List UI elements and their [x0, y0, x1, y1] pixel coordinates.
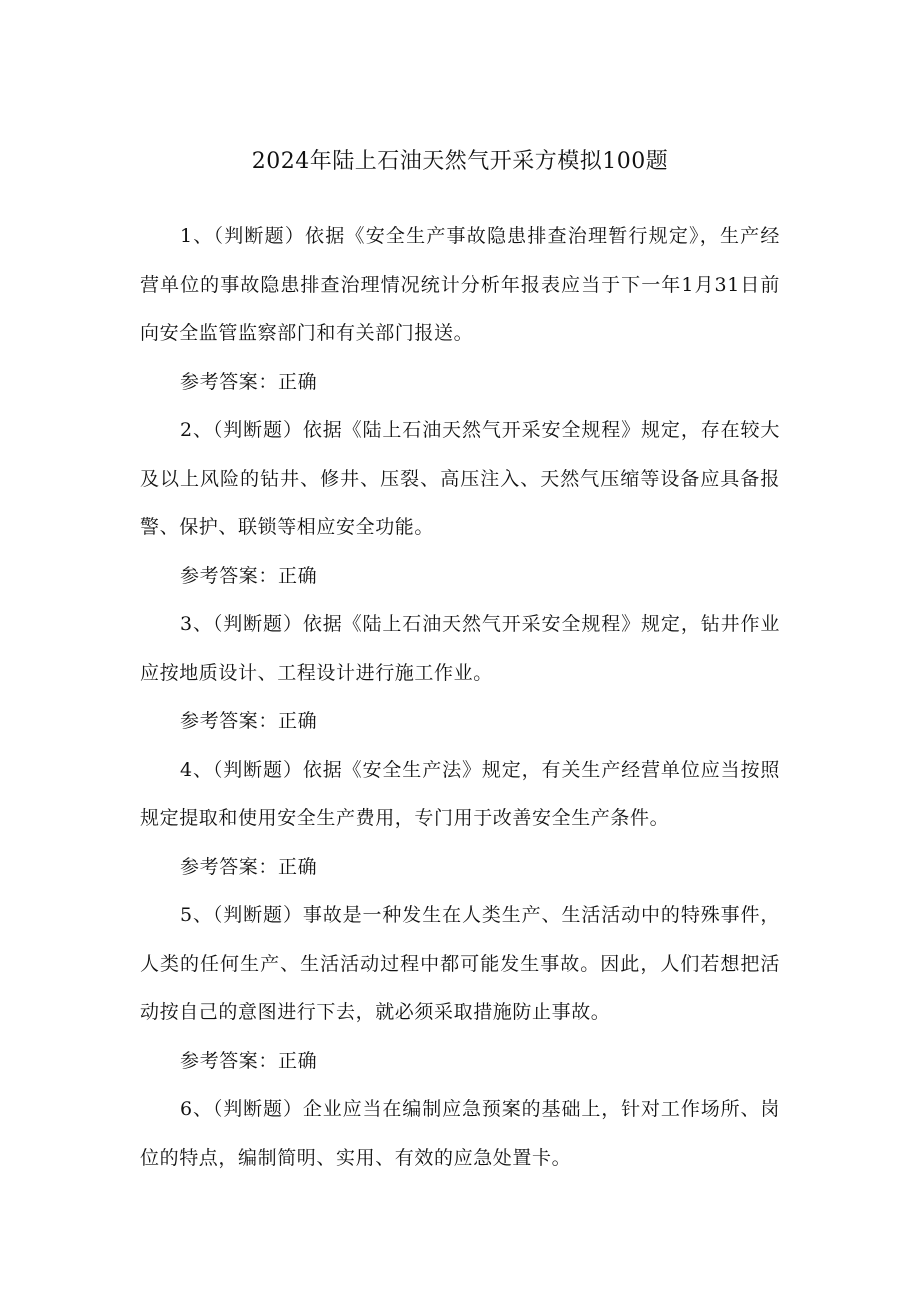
answer-5: 参考答案：正确	[180, 1049, 318, 1072]
question-list	[140, 212, 780, 1182]
answer-2: 参考答案：正确	[180, 564, 318, 587]
question-6: 6、（判断题）企业应当在编制应急预案的基础上，针对工作场所、岗位的特点，编制简明、实用、有效的应急处置卡。	[140, 1098, 780, 1169]
question-4: 4、（判断题）依据《安全生产法》规定，有关生产经营单位应当按照规定提取和使用安全生产费用，专门用于改善安全生产条件。	[140, 758, 780, 829]
question-2: 2、（判断题）依据《陆上石油天然气开采安全规程》规定，存在较大及以上风险的钻井、修井、压裂、高压注入、天然气压缩等设备应具备报警、保护、联锁等相应安全功能。	[140, 419, 780, 538]
answer-3: 参考答案：正确	[180, 710, 318, 732]
document-title: 2024年陆上石油天然气开采方模拟100题	[251, 149, 669, 174]
answer-4: 参考答案：正确	[180, 855, 318, 878]
question-5: 5、（判断题）事故是一种发生在人类生产、生活活动中的特殊事件，人类的任何生产、生活活动过程中都可能发生事故。因此，人们若想把活动按自己的意图进行下去，就必须采取措施防止事故。	[140, 904, 780, 1023]
question-3: 3、（判断题）依据《陆上石油天然气开采安全规程》规定，钻井作业应按地质设计、工程设计进行施工作业。	[140, 613, 780, 684]
question-1: 1、（判断题）依据《安全生产事故隐患排查治理暂行规定》，生产经营单位的事故隐患排查治理情况统计分析年报表应当于下一年1月31日前向安全监管监察部门和有关部门报送。	[140, 225, 780, 344]
answer-1: 参考答案：正确	[180, 370, 318, 393]
